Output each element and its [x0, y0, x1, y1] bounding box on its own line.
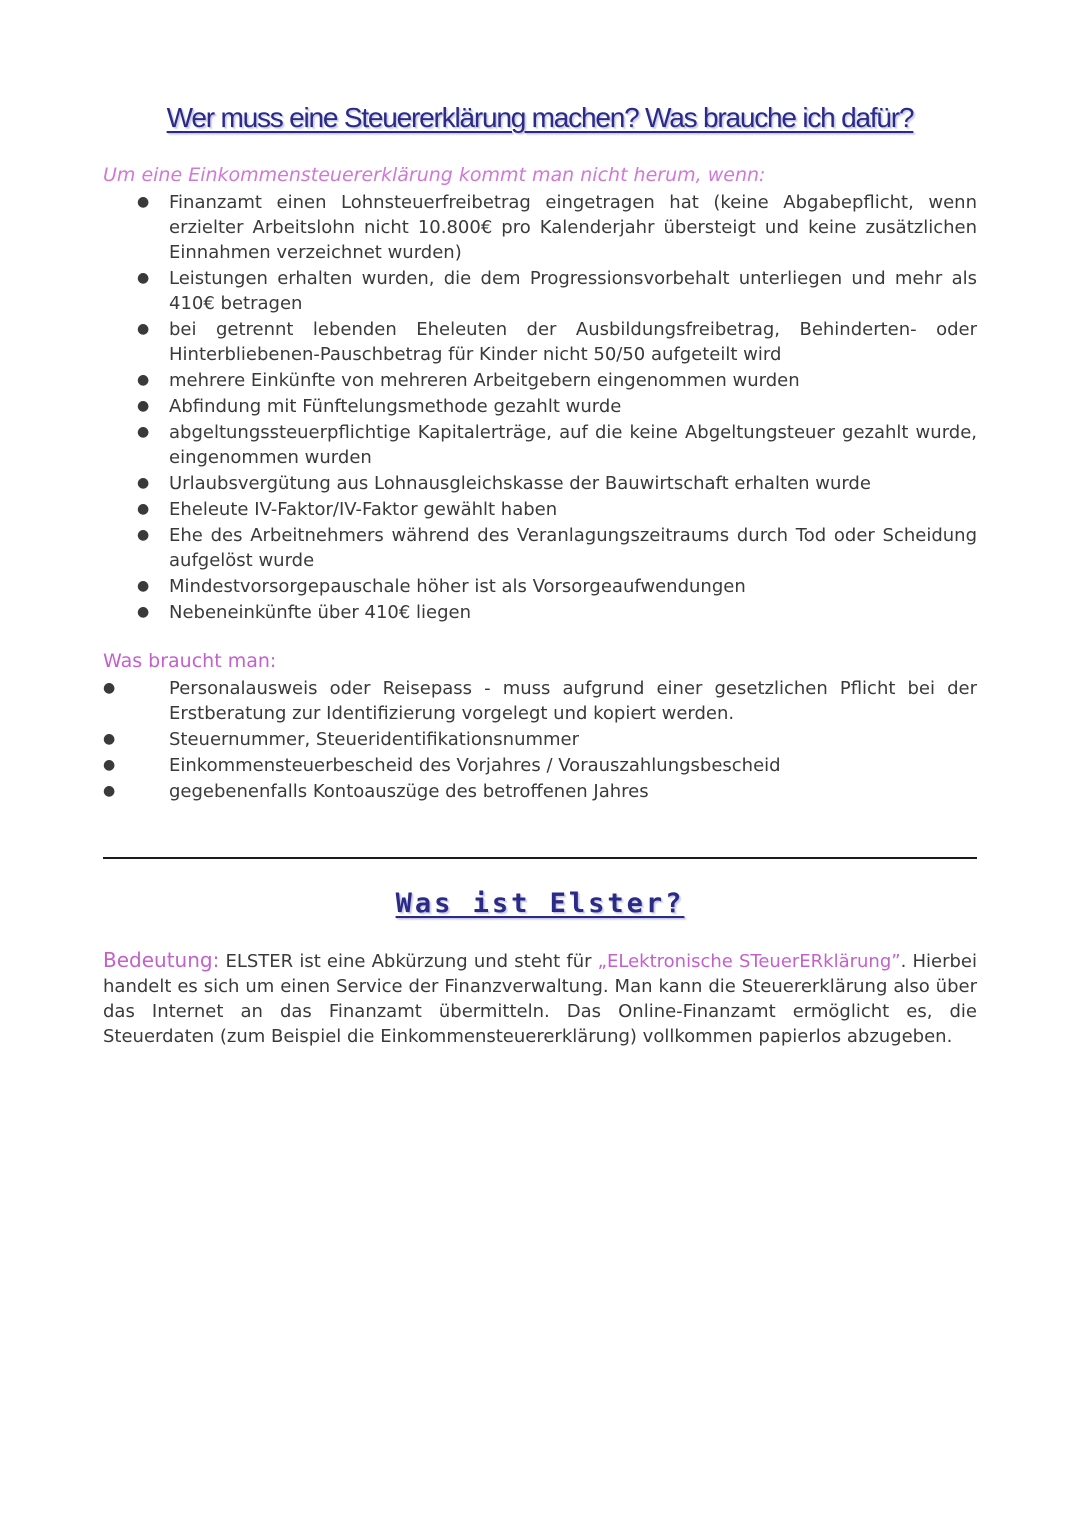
list-item: ● abgeltungssteuerpflichtige Kapitalerträge, auf die keine Abgeltungsteuer gezahlt wurde, eingenommen wurden — [137, 422, 977, 468]
needs-list — [103, 676, 977, 805]
bullet-icon: ● — [137, 424, 150, 440]
section-divider — [103, 857, 977, 859]
list-item: ● mehrere Einkünfte von mehreren Arbeitgebern eingenommen wurden — [137, 370, 800, 391]
bullet-icon: ● — [137, 372, 150, 388]
bullet-icon: ● — [137, 501, 150, 517]
intro-text: Um eine Einkommensteuererklärung kommt man nicht herum, wenn: — [103, 164, 766, 186]
list-item: ● Nebeneinkünfte über 410€ liegen — [137, 602, 472, 623]
list-item: ● Finanzamt einen Lohnsteuerfreibetrag eingetragen hat (keine Abgabepflicht, wenn erzielter Arbeitslohn nicht 10.800€ pro Kalenderjahr übersteigt und keine zusätzlichen Einnahmen verzeichnet wurden) — [137, 192, 977, 263]
bullet-icon: ● — [103, 680, 116, 696]
list-item: ● gegebenenfalls Kontoauszüge des betroffenen Jahres — [103, 781, 649, 802]
list-item: ● Mindestvorsorgepauschale höher ist als Vorsorgeaufwendungen — [137, 576, 746, 597]
list-item: ● Leistungen erhalten wurden, die dem Progressionsvorbehalt unterliegen und mehr als 410€ betragen — [137, 268, 977, 314]
list-item: ● Abfindung mit Fünftelungsmethode gezahlt wurde — [137, 396, 622, 417]
section-title: Was ist Elster? — [395, 888, 685, 919]
bullet-icon: ● — [137, 604, 150, 620]
bullet-icon: ● — [137, 321, 150, 337]
bullet-icon: ● — [137, 527, 150, 543]
needs-heading: Was braucht man: — [103, 650, 277, 672]
bullet-icon: ● — [137, 270, 150, 286]
list-item: ● Eheleute IV-Faktor/IV-Faktor gewählt haben — [137, 499, 558, 520]
list-item: ● Personalausweis oder Reisepass - muss aufgrund einer gesetzlichen Pflicht bei der Erstberatung zur Identifizierung vorgelegt und kopiert werden. — [103, 678, 977, 724]
bullet-icon: ● — [103, 731, 116, 747]
list-item: ● bei getrennt lebenden Eheleuten der Ausbildungsfreibetrag, Behinderten- oder Hinterbliebenen-Pauschbetrag für Kinder nicht 50/50 aufgeteilt wird — [137, 319, 977, 365]
list-item: ● Steuernummer, Steueridentifikationsnummer — [103, 729, 580, 750]
bullet-icon: ● — [103, 783, 116, 799]
bullet-icon: ● — [137, 475, 150, 491]
elster-expansion: „ELektronische STeuerERklärung” — [597, 951, 901, 972]
bullet-icon: ● — [137, 578, 150, 594]
page-title: Wer muss eine Steuererklärung machen? Was brauche ich dafür? — [166, 102, 914, 133]
bullet-icon: ● — [137, 194, 150, 210]
bullet-icon: ● — [103, 757, 116, 773]
bullet-icon: ● — [137, 398, 150, 414]
elster-paragraph: Bedeutung: ELSTER ist eine Abkürzung und steht für „ELektronische STeuerERklärung”. Hierbei handelt es sich um einen Service der Finanzverwaltung. Man kann die Steuererklärung also über das Internet an das Finanzamt übermitteln. Das Online-Finanzamt ermöglicht es, die Steuerdaten (zum Beispiel die Einkommensteuererklärung) vollkommen papierlos abzugeben. — [103, 948, 977, 1047]
list-item: ● Ehe des Arbeitnehmers während des Veranlagungszeitraums durch Tod oder Scheidung aufgelöst wurde — [137, 525, 977, 571]
list-item: ● Einkommensteuerbescheid des Vorjahres / Vorauszahlungsbescheid — [103, 755, 781, 776]
list-item: ● Urlaubsvergütung aus Lohnausgleichskasse der Bauwirtschaft erhalten wurde — [137, 473, 871, 494]
conditions-list — [103, 190, 977, 626]
meaning-label: Bedeutung: — [103, 948, 220, 972]
